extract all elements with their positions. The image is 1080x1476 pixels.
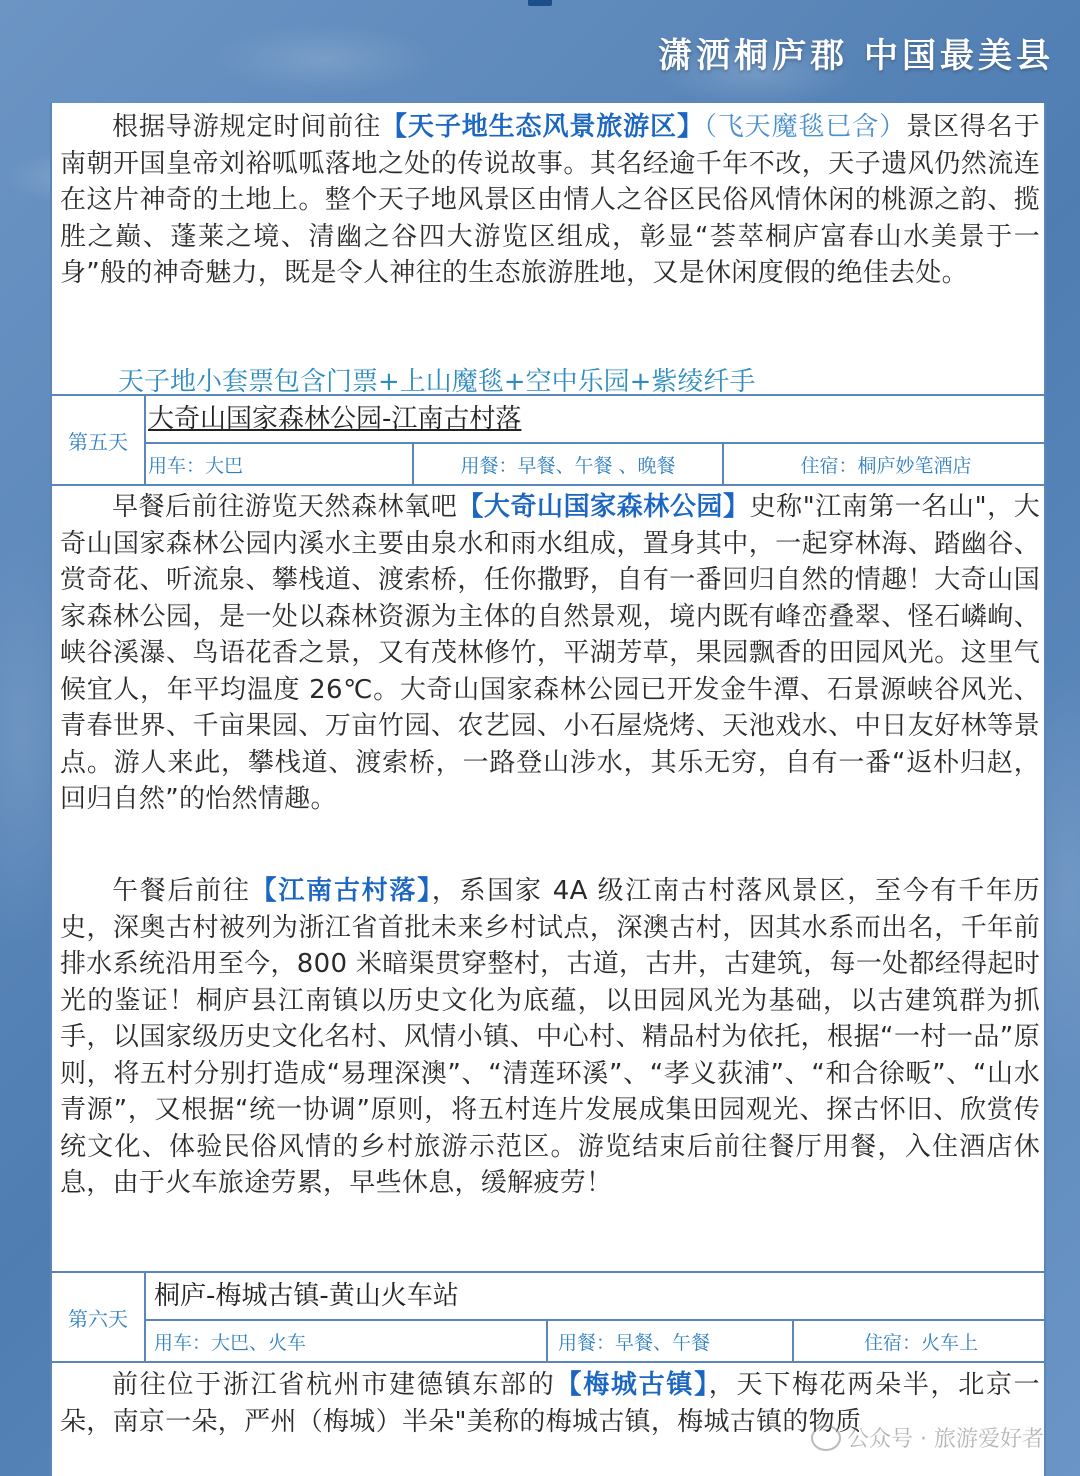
- banner-title: 潇洒桐庐郡 中国最美县: [658, 36, 1054, 76]
- day5-lodging: 住宿：桐庐妙笔酒店: [800, 454, 972, 477]
- tianzidi-intro: 根据导游规定时间前往: [112, 112, 382, 142]
- day6-p-intro: 前往位于浙江省杭州市建德镇东部的: [112, 1370, 556, 1400]
- day6-meals: 用餐：早餐、午餐: [548, 1321, 794, 1361]
- tianzidi-note: （飞天魔毯已含）: [703, 112, 907, 142]
- ticket-note: 天子地小套票包含门票+上山魔毯+空中乐园+紫绫纤手: [118, 367, 756, 397]
- tianzidi-highlight: 【天子地生态风景旅游区】: [381, 112, 704, 142]
- day6-p-body: ，天下梅花两朵半，北京一朵，南京一朵，严州（梅城）半朵"美称的梅城古镇，梅城古镇的物质: [60, 1370, 1040, 1437]
- watermark-text: 公众号 · 旅游爱好者: [847, 1427, 1044, 1452]
- day6-transport: 用车：大巴、火车: [144, 1321, 548, 1361]
- watermark: [811, 1422, 1044, 1453]
- day6-p-highlight: 【梅城古镇】: [555, 1370, 709, 1400]
- day5-paragraph-2: [60, 873, 1040, 1202]
- day5-p2-intro: 午餐后前往: [112, 876, 251, 906]
- tianzidi-body: 景区得名于南朝开国皇帝刘裕呱呱落地之处的传说故事。其名经逾千年不改，天子遗风仍然流连在这片神奇的土地上。整个天子地风景区由情人之谷区民俗风情休闲的桃源之韵、揽胜之巅、蓬莱之境、清幽之谷四大游览区组成，彰显“荟萃桐庐富春山水美景于一身”般的神奇魅力，既是令人神往的生态旅游胜地，又是休闲度假的绝佳去处。: [60, 112, 1040, 288]
- day5-p1-body: 史称"江南第一名山"，大奇山国家森林公园内溪水主要由泉水和雨水组成，置身其中，一起穿林海、踏幽谷、赏奇花、听流泉、攀栈道、渡索桥，任你撒野，自有一番回归自然的情趣！大奇山国家森林公园，是一处以森林资源为主体的自然景观，境内既有峰峦叠翠、怪石嶙峋、峡谷溪瀑、鸟语花香之景，又有茂林修竹，平湖芳草，果园飘香的田园风光。这里气候宜人，年平均温度 26℃。大奇山国家森林公园已开发金牛潭、石景源峡谷风光、青春世界、千亩果园、万亩竹园、农艺园、小石屋烧烤、天池戏水、中日友好林等景点。游人来此，攀栈道、渡索桥，一路登山涉水，其乐无穷，自有一番“返朴归赵，回归自然”的怡然情趣。: [60, 492, 1040, 814]
- day6-title: 桐庐-梅城古镇-黄山火车站: [144, 1273, 1046, 1321]
- day6-header: [52, 1271, 1046, 1363]
- top-marker: [528, 0, 552, 6]
- day5-paragraph-1: [60, 489, 1040, 818]
- day6-info-row: [144, 1321, 1046, 1361]
- itinerary-panel: [50, 103, 1046, 1476]
- day5-meals: 用餐：早餐、午餐 、晚餐: [414, 444, 724, 484]
- tianzidi-paragraph: [60, 109, 1040, 292]
- day5-p2-body: ，系国家 4A 级江南古村落风景区，至今有千年历史，深奥古村被列为浙江省首批未来乡村试点，深澳古村，因其水系而出名，千年前排水系统沿用至今，800 米暗渠贯穿整村，古道，古井，古建筑，每一处都经得起时光的鉴证！桐庐县江南镇以历史文化为底蕴，以田园风光为基础，以古建筑群为抓手，以国家级历史文化名村、风情小镇、中心村、精品村为依托，根据“一村一品”原则，将五村分别打造成“易理深澳”、“清莲环溪”、“孝义荻浦”、“和合徐畈”、“山水青源”，又根据“统一协调”原则，将五村连片发展成集田园观光、探古怀旧、欣赏传统文化、体验民俗风情的乡村旅游示范区。游览结束后前往餐厅用餐，入住酒店休息，由于火车旅途劳累，早些休息，缓解疲劳！: [60, 876, 1040, 1198]
- day5-title: 大奇山国家森林公园-江南古村落: [144, 396, 1046, 444]
- day5-header: [52, 394, 1046, 486]
- day6-label: 第六天: [52, 1273, 146, 1361]
- day5-p2-highlight: 【江南古村落】: [250, 876, 432, 906]
- day5-label: 第五天: [52, 396, 146, 484]
- day5-p1-intro: 早餐后前往游览天然森林氧吧: [112, 492, 458, 522]
- day6-lodging: 住宿：火车上: [863, 1331, 978, 1354]
- wechat-icon: [811, 1425, 841, 1451]
- day5-info-row: [144, 444, 1046, 484]
- day5-p1-highlight: 【大奇山国家森林公园】: [457, 492, 750, 522]
- day5-transport: 用车：大巴: [144, 444, 414, 484]
